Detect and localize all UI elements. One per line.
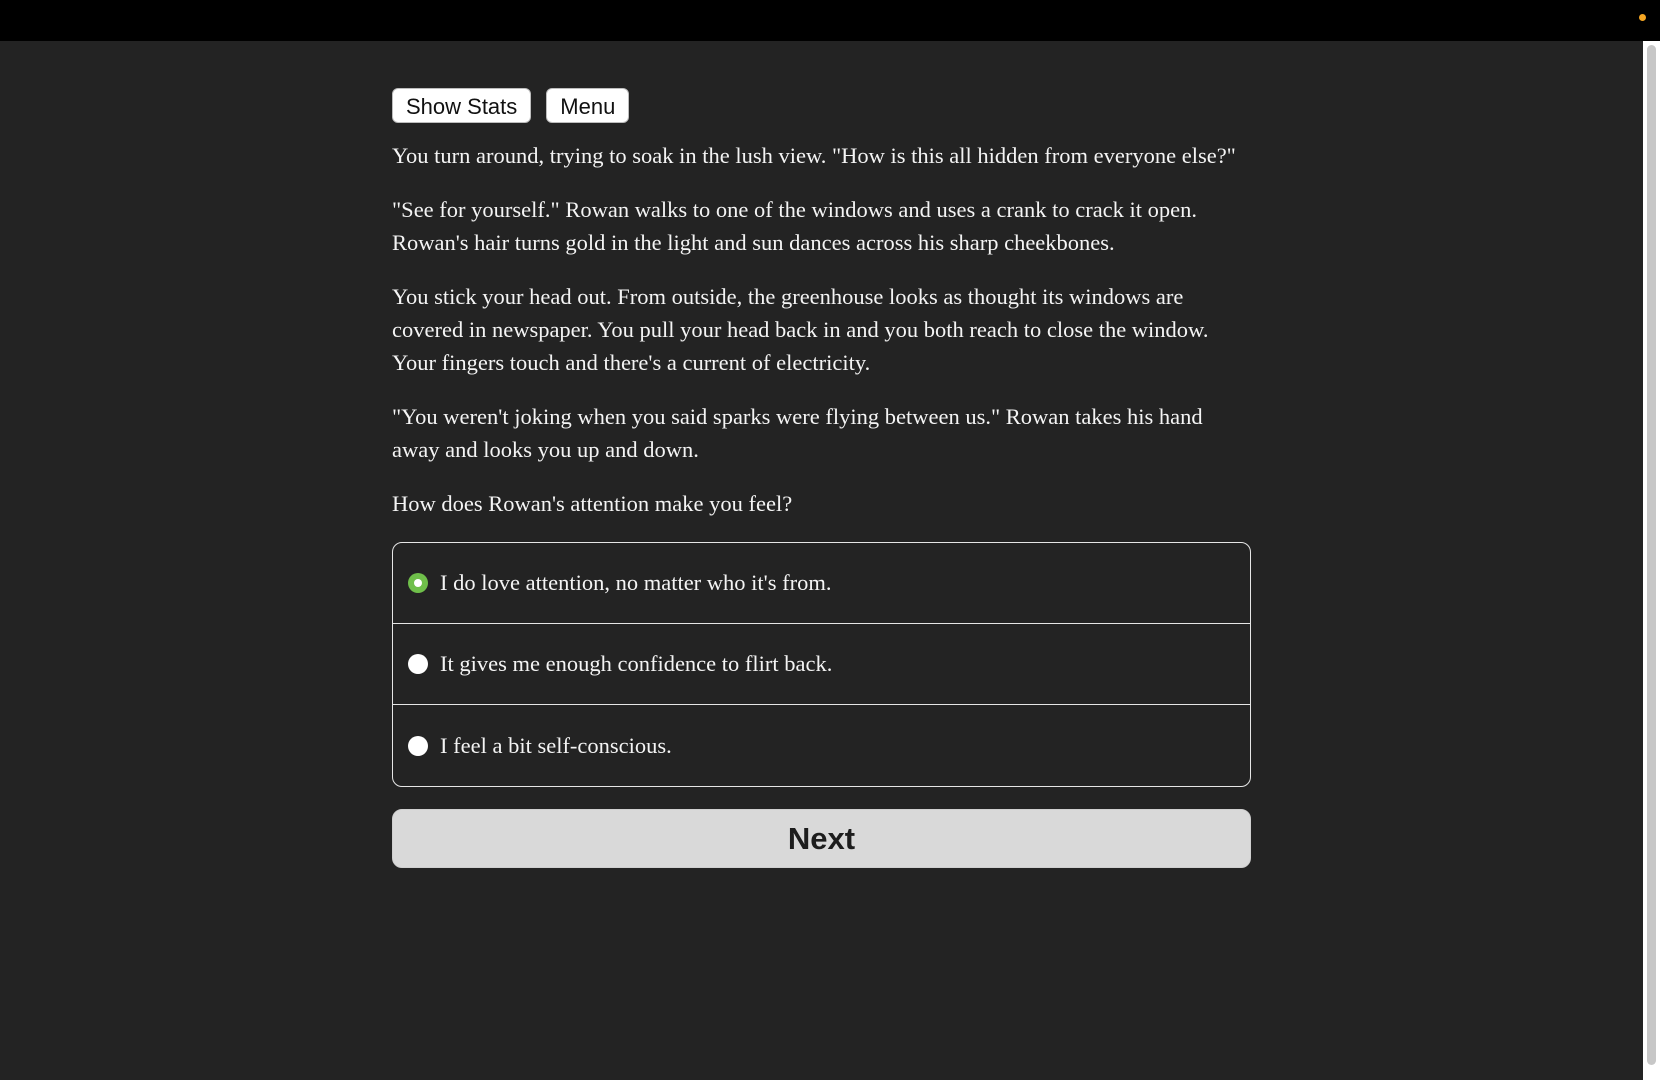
choice-label: I feel a bit self-conscious. [440,732,672,758]
choice-label: It gives me enough confidence to flirt back. [440,651,833,676]
page-scrollbar[interactable] [1643,41,1660,1080]
browser-top-bar [0,0,1660,41]
status-dot-icon [1639,14,1646,21]
scrollbar-thumb[interactable] [1647,45,1656,1065]
choice-question: How does Rowan's attention make you feel? [392,491,793,516]
radio-selected-icon[interactable] [408,573,428,593]
menu-button[interactable]: Menu [546,88,629,123]
choice-list [392,542,1251,787]
story-paragraph: "See for yourself." Rowan walks to one of the windows and uses a crank to crack it open. Rowan's hair turns gold in the light and sun dances across his sharp cheekbones. [392,197,1198,255]
choice-option-1[interactable] [393,543,1250,624]
game-content [392,88,1251,868]
choice-option-3[interactable] [393,705,1250,786]
show-stats-button[interactable]: Show Stats [392,88,531,123]
choice-option-2[interactable] [393,624,1250,705]
next-button[interactable]: Next [392,809,1251,868]
story-paragraph: You stick your head out. From outside, the greenhouse looks as thought its windows are covered in newspaper. You pull your head back in and you both reach to close the window. Your fingers touch and there's a current of electricity. [392,284,1209,375]
story-paragraph: You turn around, trying to soak in the lush view. "How is this all hidden from everyone else?" [392,143,1236,168]
radio-unselected-icon[interactable] [408,736,428,756]
story-paragraph: "You weren't joking when you said sparks were flying between us." Rowan takes his hand away and looks you up and down. [392,404,1203,462]
choice-label: I do love attention, no matter who it's from. [440,570,832,595]
toolbar [392,88,1251,123]
radio-unselected-icon[interactable] [408,654,428,674]
